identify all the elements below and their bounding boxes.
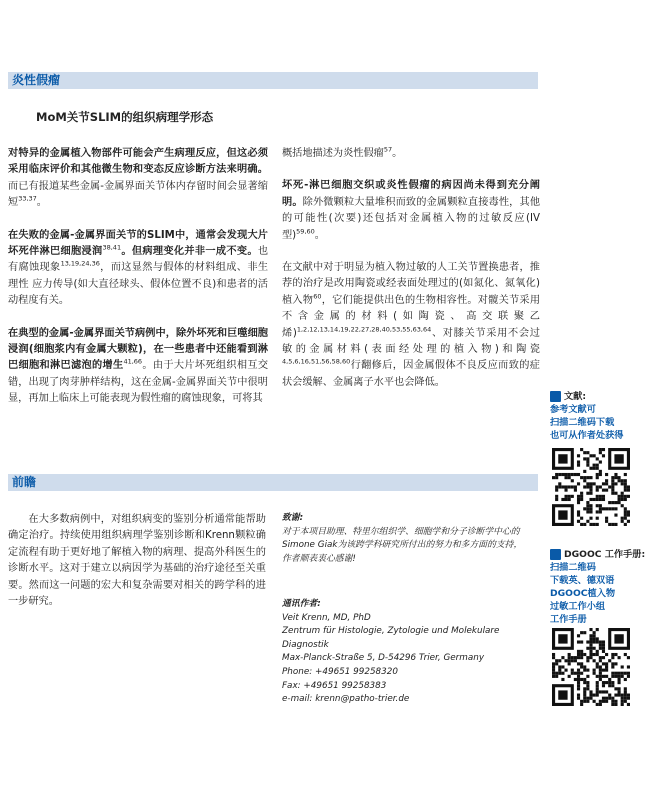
note-line: 扫描二维码 [550,562,596,573]
text: ，它们能提供出色的生物相容性。对髋关节采用不含金属的材料(如陶瓷、高交联聚乙烯) [282,294,541,339]
author-line: Fax: +49651 99258383 [282,680,387,691]
left-column [8,146,268,424]
title-text: 文献: [564,391,587,402]
ack-heading: 致谢: [282,513,304,523]
citation: 1,2,12,13,14,19,22,27,28,40,53,55,63,64 [296,325,432,334]
section-title: 炎性假瘤 [12,73,61,87]
author-email[interactable]: e-mail: krenn@patho-trier.de [282,694,410,705]
note-line: 扫描二维码下载 [550,417,615,428]
note-line: 过敏工作小组 [550,601,606,612]
bold-text: 在典型的金属-金属界面关节病例中，除外坏死和巨噬细胞浸润(细胞浆内有金属大颗粒)，在一些患者中还能看到淋巴细胞和淋巴滤泡的增生 [8,327,268,372]
author-line: Max-Planck-Straße 5, D-54296 Trier, Germany [282,653,485,664]
text: 、对膝关节采用不会过敏的金属材料(表面经处理的植入物)和陶瓷 [282,327,540,356]
paragraph [8,146,268,212]
text: 行翻修后，因金属假体不良反应而致的症状会缓解、金属离子水平也会降低。 [282,360,540,388]
ack-line: 作者顺表衷心感谢! [282,553,356,564]
note-line: 也可从作者处获得 [550,430,624,441]
acknowledgement [282,512,540,566]
ack-line: Simone Giak为该跨学科研究所付出的努力和多方面的支持， [282,540,523,551]
bold-text: 在失败的金属-金属界面关节的SLIM中，通常会发现大片坏死伴淋巴细胞浸润 [8,229,268,258]
citation: 41,66 [123,358,143,367]
outlook-column [8,512,266,626]
text: 概括地描述为炎性假瘤 [282,148,384,159]
section-title: 前瞻 [12,475,37,489]
author-line: Zentrum für Histologie, Zytologie und Molekulare Diagnostik [282,626,500,650]
text: 。 [36,197,47,209]
paragraph [282,178,540,244]
literature-note [550,390,646,442]
text: 除外微颗粒大量堆积而致的金属颗粒直接毒性，其他的可能性(次要)还包括对金属植入物的过敏反应(IV型) [282,196,541,241]
citation: 60 [313,292,322,301]
outlook-paragraph: 在大多数病例中，对组织病变的鉴别分析通常能帮助确定治疗。持续使用组织病理学鉴别诊断和Krenn颗粒确定流程有助于更好地了解植入物的病理、提高外科医生的诊断水平。这对于建立以病因学为基础的治疗途径至关重要。然而这一问题的宏大和复杂需要对相关的跨学科的进一步研究。 [8,514,266,608]
text: 。 [392,148,403,159]
text: ，而这显然与假体的材料组成、非生理性 应力传导(如大直径球头、假体位置不良)和患者的活动程度有关。 [8,262,269,307]
author-line: Veit Krenn, MD, PhD [282,612,371,623]
bold-text: 对特异的金属植入物部件可能会产生病理反应，但这必须采用临床评价和其他微生物和变态反应诊断方法来明确。 [8,148,268,176]
citation: 38,41 [102,243,122,252]
book-icon [550,549,561,560]
section-header-outlook [8,474,538,491]
section-header-inflammatory-pseudotumor [8,72,538,89]
corresponding-author [282,598,540,707]
text: 。 [314,229,325,241]
citation: 57 [383,145,393,154]
citation: 4,5,6,16,51,56,58,60 [282,358,351,367]
citation: 13,19,24,36 [60,260,100,269]
paragraph [8,326,268,408]
title-text: DGOOC 工作手册: [564,549,646,560]
literature-title [550,390,646,403]
bold-text: 。但病理变化并非一成不变。 [121,246,258,258]
citation: 33,37 [18,194,37,203]
note-line: 下载英、德双语 [550,575,615,586]
qr-code-icon[interactable] [552,448,630,526]
right-column [282,146,540,407]
article-subtitle: MoM关节SLIM的组织病理学形态 [36,110,214,124]
author-line: Phone: +49651 99258320 [282,666,398,677]
qr-code-icon[interactable] [552,628,630,706]
citation: 59,60 [296,227,315,236]
note-line: 参考文献可 [550,404,596,415]
text: 而已有报道某些金属-金属界面关节体内存留时间会显著缩短 [8,180,268,209]
dgooc-title [550,548,646,561]
ack-line: 对于本项目助理、特里尔组织学、细胞学和分子诊断学中心的 [282,526,520,537]
text: 。由于大片坏死组织相互交错，出现了肉芽肿样结构，这在金属-金属界面关节中很明显，再加上临床上可能表现为假性瘤的腐蚀现象，可将其 [8,360,269,405]
document-icon [550,391,561,402]
bold-text: 坏死-淋巴细胞交织或炎性假瘤的病因尚未得到充分阐明。 [282,180,540,208]
note-line: 工作手册 [550,614,587,625]
note-line: DGOOC植入物 [550,588,616,599]
paragraph [282,146,540,162]
dgooc-handbook-note [550,548,646,626]
text: 也有腐蚀现象 [8,246,269,274]
paragraph [8,228,268,310]
author-heading: 通讯作者: [282,599,321,609]
text: 在文献中对于明显为植入物过敏的人工关节置换患者，推荐的治疗是改用陶瓷或经表面处理过的(如氮化、氮氧化)植入物 [282,262,540,306]
paragraph [282,260,540,391]
